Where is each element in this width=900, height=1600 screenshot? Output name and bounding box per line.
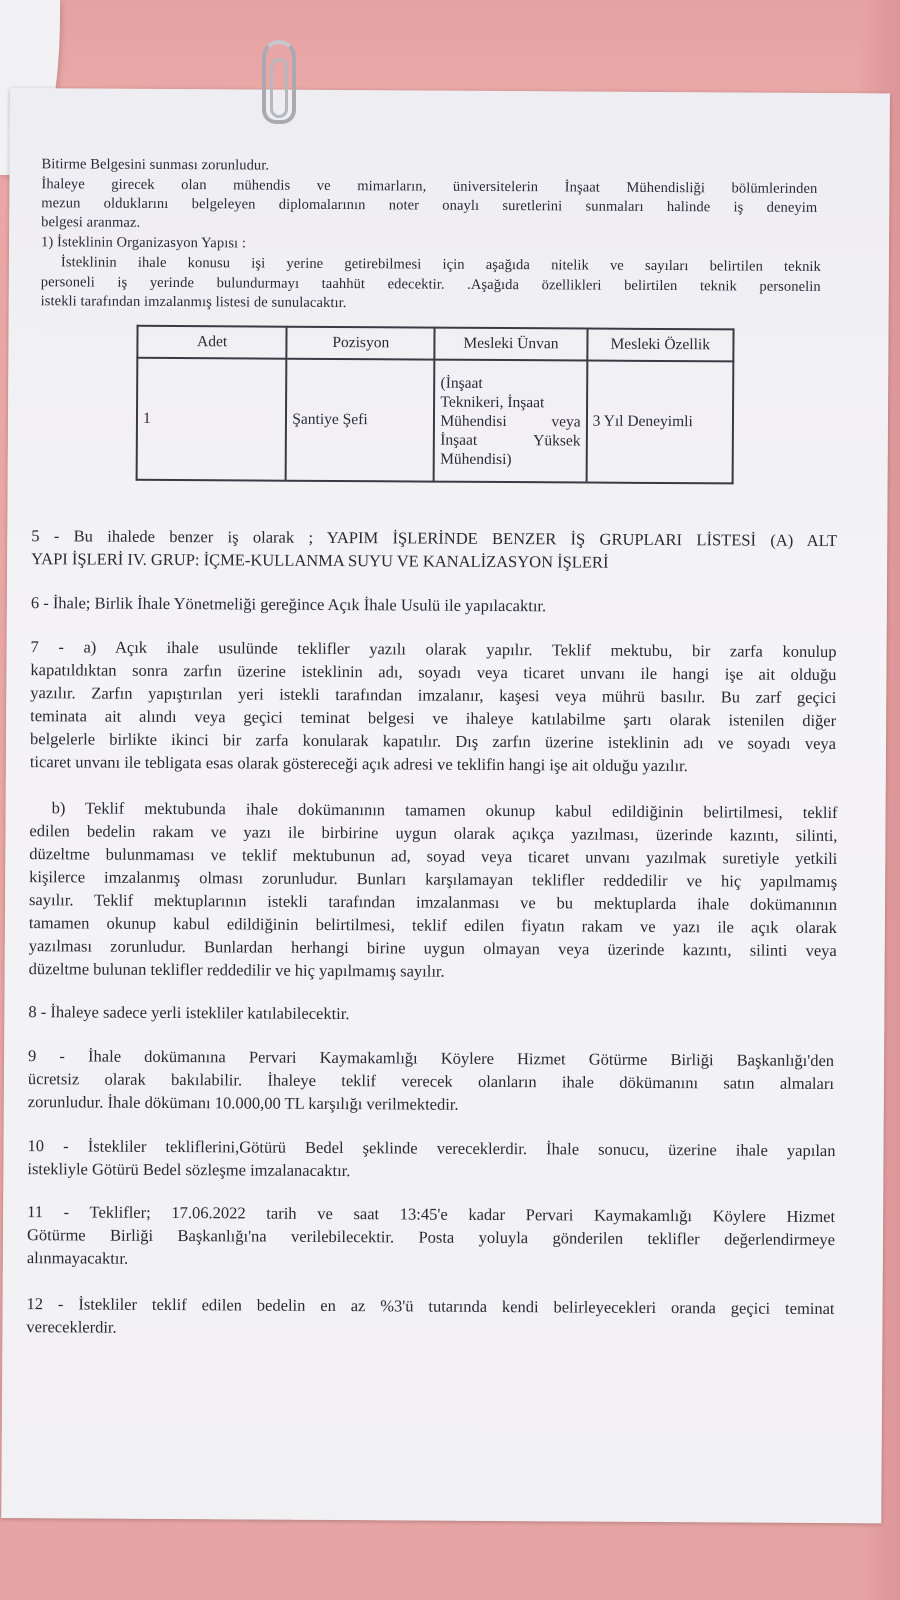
item8-text: 8 - İhaleye sadece yerli istekliler katılabilecektir. (28, 1002, 350, 1024)
item7b-line: tamamen okunup kabul edildiğinin belirtilmesi, teklif edilen fiyatın rakam ve yazı ile açık olarak (28, 913, 837, 938)
intro-line: belgesi aranmaz. (41, 214, 141, 231)
unvan-line: (İnşaat (440, 374, 483, 392)
item7b-line: sayılır. Teklif mektuplarının istekli tarafından imzalanması ve bu mektuplarda ihale dokümanının (28, 890, 838, 915)
org-line: istekli tarafından imzalanmış listesi de sunulacaktır. (40, 293, 347, 312)
item5-line: 5 - Bu ihalede benzer iş olarak ; YAPIM İŞLERİNDE BENZER İŞ GRUPLARI LİSTESİ (A) ALT (31, 526, 838, 551)
item11-line: alınmayacaktır. (26, 1248, 129, 1268)
document-page (1, 88, 890, 1523)
item9-line: 9 - İhale dokümanına Pervari Kaymakamlığı Köylere Hizmet Götürme Birliği Başkanlığı'den (28, 1046, 835, 1071)
paper-clip-inner-icon (270, 58, 288, 118)
item7b-line: yazılması zorunludur. Bunlardan herhangi birine uygun olmayan veya üzerinde kazıntı, silinti veya (28, 936, 837, 961)
item11-line: 11 - Teklifler; 17.06.2022 tarih ve saat 13:45'e kadar Pervari Kaymakamlığı Köylere Hizmet (27, 1202, 836, 1227)
header-mesleki-ozellik: Mesleki Özellik (587, 329, 734, 362)
item7a-line: 7 - a) Açık ihale usulünde teklifler yazılı olarak yapılır. Teklif mektubu, bir zarfa konulup (30, 637, 837, 662)
intro-line: Bitirme Belgesini sunması zorunludur. (41, 156, 270, 174)
item6-text: 6 - İhale; Birlik İhale Yönetmeliği gereğince Açık İhale Usulü ile yapılacaktır. (30, 593, 547, 616)
item9-line: ücretsiz olarak bakılabilir. İhaleye teklif verecek olanların ihale dökümanını satın almaları (27, 1069, 834, 1094)
item10-line: istekliyle Götürü Bedel sözleşme imzalanacaktır. (27, 1159, 351, 1181)
item7b-line: düzeltme bulunan teklifler reddedilir ve hiç yapılmamış sayılır. (28, 959, 445, 981)
item12-line: 12 - İstekliler teklif edilen bedelin en az %3'ü tutarında kendi belirleyecekleri oranda geçici teminat (26, 1294, 835, 1319)
item7a-line: belgelerle birlikte ikinci bir zarfa konularak kapatılır. Dış zarfın üzerine isteklinin adı ve soyadı veya (29, 729, 837, 754)
item7b-line: edilen bedelin rakam ve yazı ile birbirine uygun olarak açıkça yazılması, üzerinde kazıntı, silinti, (29, 821, 838, 846)
header-adet: Adet (137, 326, 287, 359)
item7a-line: ticaret unvanı ile tebligata esas olarak göstereceği açık adresi ve teklifin hangi işe ait olduğu yazılır. (29, 752, 688, 776)
table-row (137, 358, 734, 484)
unvan-line: Teknikeri, İnşaat (440, 393, 545, 411)
item7b-line: kişilerce imzalanmış olması zorunludur. Bunları karşılamayan teklifler reddedilir ve hiç yapılmamış (29, 867, 838, 892)
table-header-row (137, 326, 733, 362)
intro-line: İhaleye girecek olan mühendis ve mimarların, üniversitelerin İnşaat Mühendisliği bölümlerinden (41, 176, 818, 197)
org-heading: 1) İsteklinin Organizasyon Yapısı : (41, 234, 247, 252)
header-mesleki-unvan: Mesleki Ünvan (435, 328, 587, 361)
item12-line: vereceklerdir. (26, 1317, 117, 1337)
header-pozisyon: Pozisyon (287, 327, 435, 360)
cell-ozellik: 3 Yıl Deneyimli (586, 361, 733, 484)
unvan-line: Mühendisi) (440, 450, 512, 468)
cell-adet: 1 (137, 358, 287, 481)
item5-line: YAPI İŞLERİ IV. GRUP: İÇME-KULLANMA SUYU VE KANALİZASYON İŞLERİ (31, 549, 609, 572)
item10-line: 10 - İstekliler tekliflerini,Götürü Bedel şeklinde vereceklerdir. İhale sonucu, üzerine ihale yapılan (27, 1136, 836, 1161)
intro-line: mezun olduklarını belgeleyen diplomalarının noter onaylı suretlerini sunmaları halinde iş deneyim (41, 195, 818, 216)
unvan-line: İnşaat Yüksek (440, 431, 581, 449)
unvan-line: Mühendisi veya (440, 412, 581, 430)
item7b-line: düzeltme bulunmaması ve teklif mektubunun ad, soyad veya ticaret unvanı yazılmak suretiyle yetkili (29, 844, 838, 869)
item7a-line: yazılır. Zarfın yapıştırılan yeri istekli tarafından imzalanır, kaşesi veya mührü basılır. Bu zarf geçici (30, 683, 837, 708)
personnel-table (136, 325, 735, 485)
org-line: personeli iş yerinde bulundurmayı taahhüt edecektir. .Aşağıda özellikleri belirtilen teknik personelin (40, 274, 821, 295)
item7b-line: b) Teklif mektubunda ihale dokümanının tamamen okunup kabul edildiğinin belirtilmesi, teklif (51, 798, 838, 823)
item7a-line: kapatıldıktan sonra zarfın üzerine isteklinin adı, soyadı veya ticaret unvanı ile hangi işe ait olduğu (30, 660, 837, 685)
cell-unvan (434, 360, 587, 483)
org-line: İsteklinin ihale konusu işi yerine getirebilmesi için aşağıda nitelik ve sayıları belirtilen teknik (60, 254, 821, 275)
cell-pozisyon: Şantiye Şefi (286, 359, 435, 482)
item11-line: Götürme Birliği Başkanlığı'na verilebilecektir. Posta yoluyla gönderilen teklifler değerlendirmeye (26, 1225, 836, 1250)
item9-line: zorunludur. İhale dökümanı 10.000,00 TL karşılığı verilmektedir. (27, 1092, 459, 1114)
item7a-line: teminata ait alındı veya geçici teminat belgesi ve ihaleye katılabilme şartı olarak istenilen diğer (30, 706, 837, 731)
